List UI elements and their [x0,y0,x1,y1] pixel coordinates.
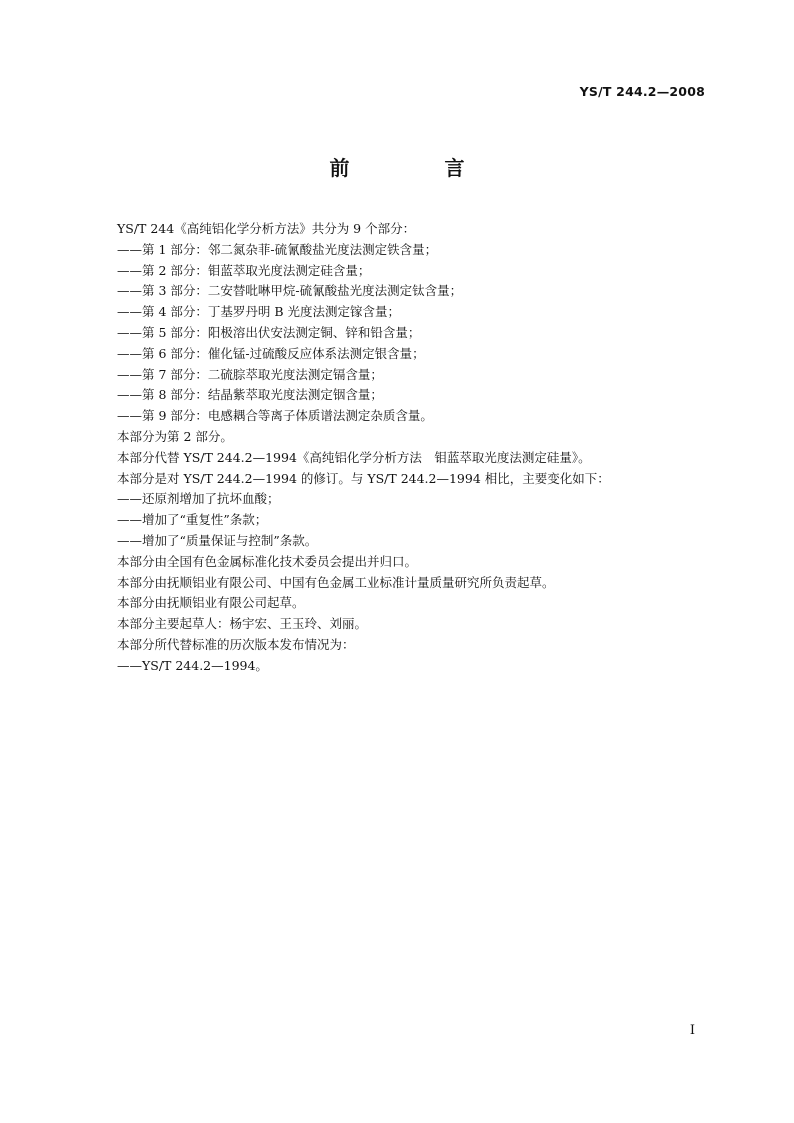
part-list-item-9: ——第 9 部分：电感耦合等离子体质谱法测定杂质含量。 [117,408,433,424]
part-statement: 本部分为第 2 部分。 [117,428,233,444]
proposer-statement: 本部分由全国有色金属标准化技术委员会提出并归口。 [117,553,418,569]
page-number: I [689,1023,695,1038]
main-drafters-statement: 本部分主要起草人：杨宇宏、王玉玲、刘丽。 [117,616,368,632]
change-item-3: ——增加了“质量保证与控制”条款。 [117,532,318,548]
part-list-item-7: ——第 7 部分：二硫腙萃取光度法测定镉含量； [117,366,383,382]
revision-statement: 本部分是对 YS/T 244.2—1994 的修订。与 YS/T 244.2—1994 相比，主要变化如下： [117,470,610,486]
drafter-statement: 本部分由抚顺铝业有限公司起草。 [117,595,305,611]
part-list-item-3: ——第 3 部分：二安替吡啉甲烷-硫氰酸盐光度法测定钛含量； [117,283,463,299]
responsible-drafter-statement: 本部分由抚顺铝业有限公司、中国有色金属工业标准计量质量研究所负责起草。 [117,574,555,590]
intro-line: YS/T 244《高纯铝化学分析方法》共分为 9 个部分： [117,221,416,236]
part-list-item-4: ——第 4 部分：丁基罗丹明 B 光度法测定镓含量； [117,304,401,320]
part-list-item-5: ——第 5 部分：阳极溶出伏安法测定铜、锌和铅含量； [117,324,421,340]
history-statement: 本部分所代替标准的历次版本发布情况为： [117,636,355,652]
part-list-item-1: ——第 1 部分：邻二氮杂菲-硫氰酸盐光度法测定铁含量； [117,241,438,257]
replacement-statement: 本部分代替 YS/T 244.2—1994《高纯铝化学分析方法 钼蓝萃取光度法测定硅量》。 [117,449,591,465]
change-item-2: ——增加了“重复性”条款； [117,512,268,528]
part-list-item-2: ——第 2 部分：钼蓝萃取光度法测定硅含量； [117,262,371,278]
change-item-1: ——还原剂增加了抗坏血酸； [117,491,280,507]
history-item-1: ——YS/T 244.2—1994。 [117,657,268,673]
foreword-body [117,219,707,677]
standard-code: YS/T 244.2—2008 [579,84,705,99]
part-list-item-8: ——第 8 部分：结晶紫萃取光度法测定铟含量； [117,387,383,403]
page-title: 前 言 [329,156,509,180]
part-list-item-6: ——第 6 部分：催化锰-过硫酸反应体系法测定银含量； [117,345,425,361]
